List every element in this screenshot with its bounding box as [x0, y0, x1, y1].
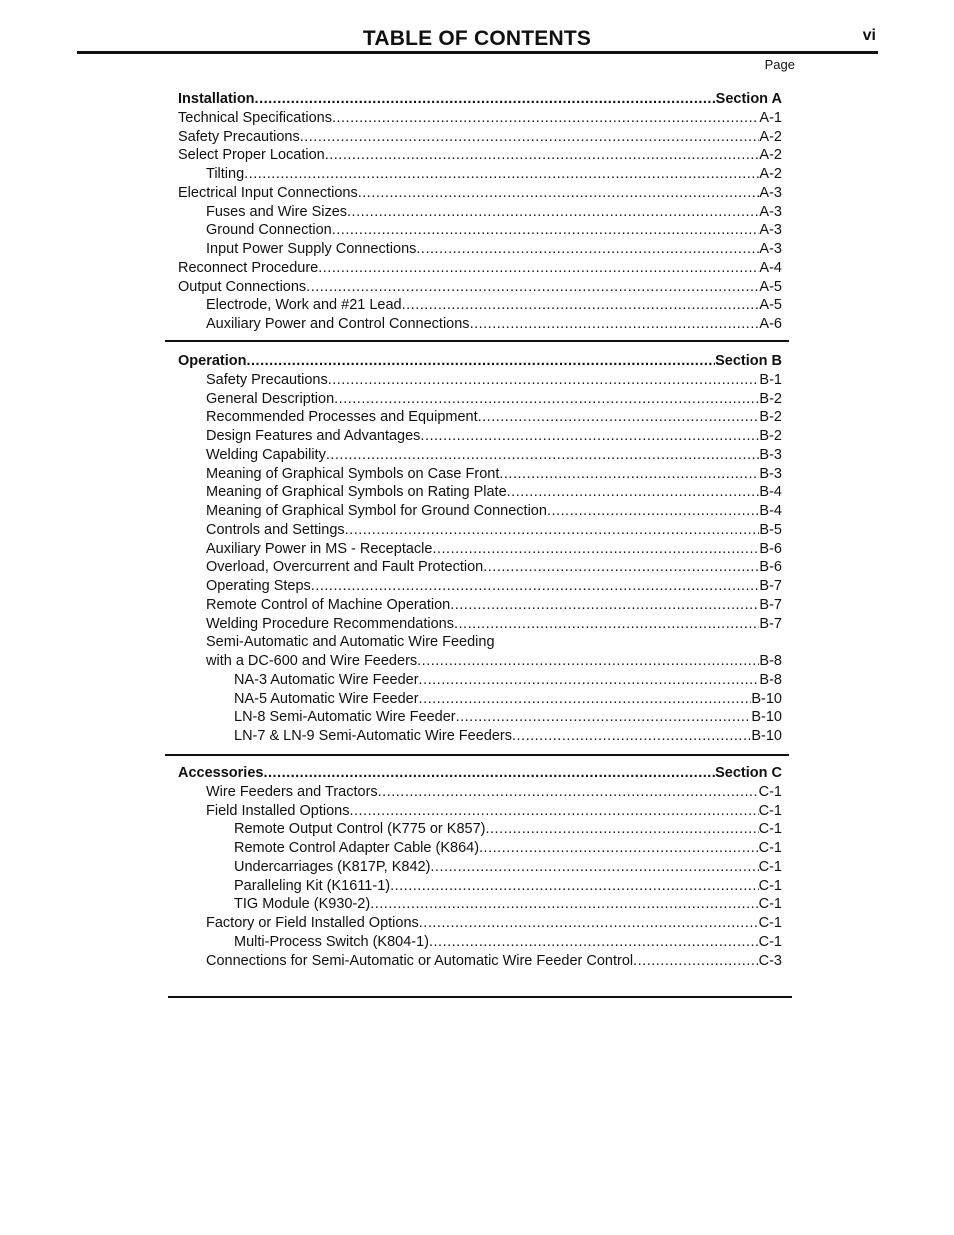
entry-page: B-2 — [759, 390, 782, 407]
entry-title: Welding Capability — [206, 446, 326, 463]
dot-leader — [347, 203, 759, 222]
dot-leader — [244, 165, 759, 184]
entry-title: Fuses and Wire Sizes — [206, 203, 348, 220]
entry-title: Output Connections — [178, 278, 307, 295]
section-divider — [165, 340, 789, 342]
dot-leader — [454, 615, 759, 634]
dot-leader — [417, 652, 759, 671]
section-heading[interactable] — [178, 352, 782, 371]
toc-entry[interactable] — [178, 727, 782, 746]
entry-page: B-6 — [759, 540, 782, 557]
entry-page: C-1 — [758, 821, 782, 838]
entry-page: B-2 — [759, 428, 782, 444]
entry-title: General Description — [206, 390, 335, 407]
entry-title: Select Proper Location — [178, 147, 325, 164]
dot-leader — [300, 128, 760, 147]
toc-entry[interactable] — [178, 240, 782, 259]
entry-page: C-1 — [758, 858, 782, 875]
dot-leader — [499, 465, 759, 484]
entry-title: NA-5 Automatic Wire Feeder — [234, 690, 419, 707]
entry-page: Section C — [715, 765, 782, 781]
entry-page: A-3 — [759, 203, 782, 220]
entry-title: Undercarriages (K817P, K842) — [234, 858, 431, 875]
dot-leader — [456, 708, 752, 727]
toc-entry[interactable] — [178, 483, 782, 502]
entry-title: Design Features and Advantages — [206, 428, 421, 444]
header-rule — [77, 51, 878, 54]
toc-entry[interactable] — [178, 577, 782, 596]
entry-page: C-1 — [758, 877, 782, 894]
entry-page: A-5 — [759, 297, 782, 314]
entry-page: A-2 — [759, 147, 782, 164]
toc-entry[interactable] — [178, 408, 782, 427]
entry-page: B-8 — [759, 671, 782, 688]
dot-leader — [450, 596, 759, 615]
page-title: TABLE OF CONTENTS — [362, 27, 592, 50]
toc-entry[interactable] — [178, 652, 782, 671]
dot-leader — [332, 221, 760, 240]
entry-page: C-1 — [758, 802, 782, 819]
entry-title: Tilting — [206, 166, 245, 182]
toc-entry[interactable] — [178, 446, 782, 465]
toc-entry[interactable] — [178, 671, 782, 690]
dot-leader — [345, 521, 760, 540]
toc-entry[interactable] — [178, 315, 782, 334]
entry-title: Technical Specifications — [178, 109, 332, 126]
dot-leader — [470, 315, 760, 334]
dot-leader — [306, 278, 759, 297]
toc-entry[interactable] — [178, 820, 782, 839]
dot-leader — [402, 296, 760, 315]
entry-title: Meaning of Graphical Symbols on Case Front — [206, 465, 500, 482]
entry-page: B-4 — [759, 484, 782, 501]
entry-title: Controls and Settings — [206, 521, 345, 538]
toc-entry[interactable] — [178, 296, 782, 315]
dot-leader — [370, 895, 758, 914]
entry-title: Auxiliary Power in MS - Receptacle — [206, 540, 433, 557]
dot-leader — [332, 109, 759, 128]
entry-title: LN-8 Semi-Automatic Wire Feeder — [234, 709, 456, 726]
toc-entry[interactable] — [178, 540, 782, 559]
entry-title: Ground Connection — [206, 222, 332, 239]
entry-title: Electrode, Work and #21 Lead — [206, 297, 402, 314]
toc-entry[interactable] — [178, 221, 782, 240]
toc-entry[interactable] — [178, 109, 782, 128]
toc-entry[interactable] — [178, 708, 782, 727]
dot-leader — [328, 371, 760, 390]
entry-page: A-6 — [759, 316, 782, 332]
entry-page: A-3 — [759, 184, 782, 201]
toc-entry-continued: Semi-Automatic and Automatic Wire Feeding — [206, 634, 495, 651]
page-number: vi — [862, 27, 876, 44]
entry-title: Paralleling Kit (K1611-1) — [234, 877, 391, 894]
toc-entry[interactable] — [178, 128, 782, 147]
dot-leader — [390, 877, 759, 896]
entry-page: C-1 — [758, 840, 782, 856]
entry-title: Remote Control of Machine Operation — [206, 596, 451, 613]
dot-leader — [255, 90, 716, 109]
dot-leader — [334, 390, 759, 409]
entry-page: B-1 — [759, 371, 782, 388]
toc-entry[interactable] — [178, 259, 782, 278]
toc-entry[interactable] — [178, 802, 782, 821]
section-divider — [165, 754, 789, 756]
dot-leader — [378, 783, 759, 802]
entry-page: B-8 — [759, 653, 782, 669]
dot-leader — [432, 540, 759, 559]
section-divider — [168, 996, 792, 998]
entry-title: Reconnect Procedure — [178, 259, 319, 276]
section-operation — [178, 352, 782, 746]
toc-entry[interactable] — [178, 390, 782, 409]
toc-entry[interactable] — [178, 184, 782, 203]
dot-leader — [430, 858, 758, 877]
dot-leader — [358, 184, 760, 203]
toc-entry[interactable] — [178, 690, 782, 709]
dot-leader — [512, 727, 751, 746]
entry-page: B-5 — [759, 521, 782, 538]
entry-title: with a DC-600 and Wire Feeders — [206, 653, 418, 669]
entry-page: B-10 — [751, 728, 782, 744]
entry-page: B-10 — [751, 709, 782, 726]
toc-entry[interactable] — [178, 877, 782, 896]
entry-page: B-7 — [759, 596, 782, 613]
entry-page: B-7 — [759, 615, 782, 632]
dot-leader — [478, 408, 760, 427]
page-column-label: Page — [764, 57, 795, 72]
entry-title: Auxiliary Power and Control Connections — [206, 316, 470, 332]
entry-page: B-3 — [759, 465, 782, 482]
toc-entry[interactable] — [178, 596, 782, 615]
entry-title: Multi-Process Switch (K804-1) — [234, 933, 429, 950]
toc-entry[interactable] — [178, 165, 782, 184]
dot-leader — [318, 259, 759, 278]
entry-title: Meaning of Graphical Symbol for Ground Connection — [206, 503, 547, 519]
dot-leader — [325, 146, 760, 165]
entry-page: Section A — [715, 91, 782, 107]
entry-title: Meaning of Graphical Symbols on Rating Plate — [206, 484, 507, 501]
dot-leader — [483, 558, 759, 577]
dot-leader — [485, 820, 758, 839]
entry-title: Accessories — [178, 765, 264, 781]
toc-entry[interactable] — [178, 858, 782, 877]
entry-page: Section B — [715, 353, 782, 369]
entry-page: A-2 — [759, 166, 782, 182]
dot-leader — [420, 427, 759, 446]
dot-leader — [263, 764, 715, 783]
dot-leader — [507, 483, 760, 502]
entry-page: C-1 — [758, 783, 782, 800]
entry-page: C-1 — [758, 896, 782, 913]
entry-page: B-4 — [759, 503, 782, 519]
entry-page: A-4 — [759, 259, 782, 276]
entry-title: Input Power Supply Connections — [206, 241, 417, 257]
entry-title: Welding Procedure Recommendations — [206, 615, 454, 632]
entry-page: A-5 — [759, 278, 782, 295]
toc-entry[interactable] — [178, 278, 782, 297]
dot-leader — [416, 240, 759, 259]
entry-page: A-3 — [759, 222, 782, 239]
entry-page: B-10 — [751, 690, 782, 707]
entry-title: NA-3 Automatic Wire Feeder — [234, 671, 419, 688]
dot-leader — [547, 502, 759, 521]
toc-entry[interactable] — [178, 502, 782, 521]
entry-title: Installation — [178, 91, 255, 107]
section-installation — [178, 90, 782, 334]
toc-entry[interactable] — [178, 203, 782, 222]
entry-title: Remote Control Adapter Cable (K864) — [234, 840, 480, 856]
entry-title: Operating Steps — [206, 578, 311, 594]
toc-entry[interactable] — [178, 783, 782, 802]
toc-entry[interactable] — [178, 427, 782, 446]
toc-entry[interactable] — [178, 914, 782, 933]
toc-entry[interactable] — [178, 371, 782, 390]
entry-page: B-6 — [759, 559, 782, 576]
toc-entry[interactable] — [178, 839, 782, 858]
entry-page: B-7 — [759, 578, 782, 594]
entry-page: C-3 — [758, 952, 782, 969]
entry-page: B-3 — [759, 446, 782, 463]
dot-leader — [311, 577, 760, 596]
dot-leader — [429, 933, 759, 952]
entry-title: Electrical Input Connections — [178, 184, 358, 201]
toc-entry[interactable] — [178, 933, 782, 952]
dot-leader — [349, 802, 758, 821]
toc-entry[interactable] — [178, 146, 782, 165]
entry-page: C-1 — [758, 915, 782, 931]
section-accessories — [178, 764, 782, 970]
section-heading[interactable] — [178, 90, 782, 109]
toc-entry[interactable] — [178, 952, 782, 971]
toc-entry[interactable] — [178, 558, 782, 577]
dot-leader — [419, 914, 759, 933]
toc-entry[interactable] — [178, 465, 782, 484]
entry-page: A-1 — [759, 109, 782, 126]
entry-title: TIG Module (K930-2) — [234, 896, 371, 913]
entry-title: Safety Precautions — [206, 371, 328, 388]
entry-title: Wire Feeders and Tractors — [206, 783, 378, 800]
dot-leader — [419, 690, 752, 709]
entry-page: C-1 — [758, 933, 782, 950]
dot-leader — [633, 952, 759, 971]
entry-page: B-2 — [759, 409, 782, 426]
entry-title: Connections for Semi-Automatic or Automatic Wire Feeder Control — [206, 952, 634, 969]
dot-leader — [326, 446, 760, 465]
toc-entry[interactable] — [178, 895, 782, 914]
entry-title: Safety Precautions — [178, 128, 300, 145]
section-heading[interactable] — [178, 764, 782, 783]
entry-title: Operation — [178, 353, 247, 369]
dot-leader — [246, 352, 715, 371]
dot-leader — [479, 839, 759, 858]
toc-entry[interactable] — [178, 521, 782, 540]
entry-title: LN-7 & LN-9 Semi-Automatic Wire Feeders — [234, 728, 512, 744]
entry-title: Field Installed Options — [206, 802, 350, 819]
entry-title: Overload, Overcurrent and Fault Protection — [206, 559, 484, 576]
entry-title: Remote Output Control (K775 or K857) — [234, 821, 486, 838]
toc-entry[interactable] — [178, 615, 782, 634]
entry-page: A-2 — [759, 128, 782, 145]
dot-leader — [419, 671, 760, 690]
entry-page: A-3 — [759, 241, 782, 257]
entry-title: Factory or Field Installed Options — [206, 915, 419, 931]
entry-title: Recommended Processes and Equipment — [206, 409, 478, 426]
